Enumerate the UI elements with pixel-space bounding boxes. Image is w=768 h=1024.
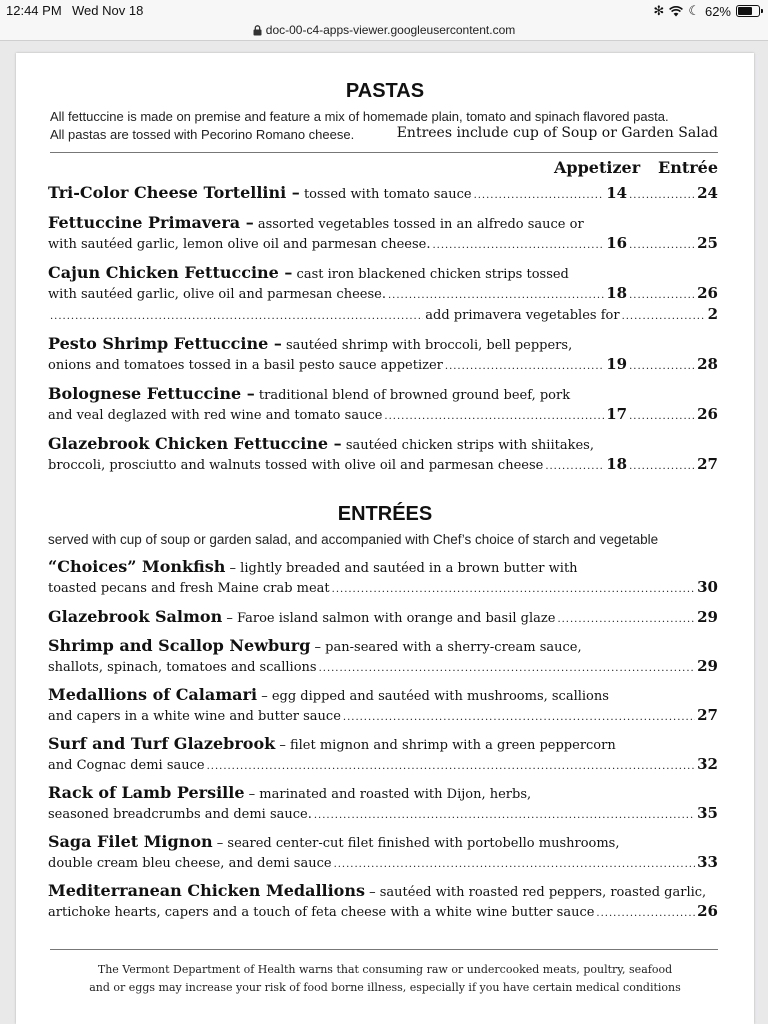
item-desc: cast iron blackened chicken strips tossed [296,267,569,282]
item-desc-2: double cream bleu cheese, and demi sauce [48,856,332,871]
pastas-intro-line1: All fettuccine is made on premise and feature a mix of homemade plain, tomato and spinach flavored pasta. [50,109,669,124]
addon-price: 2 [707,305,718,323]
entree-price: 27 [697,706,718,724]
item-desc-2: artichoke hearts, capers and a touch of feta cheese with a white wine butter sauce [48,905,595,920]
item-desc-2: and veal deglazed with red wine and tomato sauce [48,408,383,423]
pasta-item [48,384,718,426]
entree-item [48,881,718,923]
item-name: Medallions of Calamari [48,685,258,704]
item-desc-2: with sautéed garlic, olive oil and parmesan cheese. [48,287,386,302]
appetizer-price: 17 [606,405,628,423]
entree-price: 30 [697,578,718,596]
item-name: Glazebrook Chicken Fettuccine – [48,434,342,453]
item-desc: – pan-seared with a sherry-cream sauce, [314,640,582,655]
entree-price: 24 [697,184,718,202]
item-name: Fettuccine Primavera – [48,213,254,232]
col-entree: Entrée [658,158,719,177]
divider [50,949,718,950]
item-name: Shrimp and Scallop Newburg [48,636,311,655]
entree-price: 27 [697,455,718,473]
item-desc-2: seasoned breadcrumbs and demi sauce. [48,807,312,822]
item-desc: – filet mignon and shrimp with a green peppercorn [279,738,616,753]
wifi-icon [669,6,683,17]
entree-price: 35 [697,804,718,822]
menu-document [16,53,754,1024]
item-name: Surf and Turf Glazebrook [48,734,276,753]
divider [50,152,718,153]
item-desc-2: with sautéed garlic, lemon olive oil and parmesan cheese. [48,237,431,252]
entrees-intro: served with cup of soup or garden salad, and accompanied with Chef’s choice of starch and vegetable [48,532,659,547]
item-desc: – seared center-cut filet finished with portobello mushrooms, [216,836,620,851]
item-name: Rack of Lamb Persille [48,783,245,802]
item-desc: sautéed chicken strips with shiitakes, [345,438,594,453]
health-warning-line2: and or eggs may increase your risk of food borne illness, especially if you have certain medical conditions [89,981,681,994]
pastas-title: PASTAS [345,80,425,102]
item-desc-2: toasted pecans and fresh Maine crab meat [48,581,330,596]
battery-percent: 62% [704,3,731,19]
entree-price: 26 [697,284,718,302]
entree-item [48,607,718,628]
entree-item [48,783,718,825]
entrees-title: ENTRÉES [337,503,433,525]
entrees-include-note: Entrees include cup of Soup or Garden Salad [396,125,718,141]
entree-item [48,685,718,727]
status-date: Wed Nov 18 [72,3,144,18]
item-desc: – Faroe island salmon with orange and basil glaze [226,611,556,626]
item-desc: assorted vegetables tossed in an alfredo sauce or [257,217,584,232]
item-name: Mediterranean Chicken Medallions [48,881,365,900]
entree-price: 29 [697,608,718,626]
item-desc: – sautéed with roasted red peppers, roasted garlic, [369,885,707,900]
battery-icon [736,5,760,17]
entree-item [48,832,718,874]
item-desc-2: and capers in a white wine and butter sauce [48,709,341,724]
item-desc-2: and Cognac demi sauce [48,758,205,773]
pasta-item [48,434,718,476]
entree-price: 28 [697,355,718,373]
entree-item [48,734,718,776]
pasta-item [48,183,718,204]
activity-icon: ✻ [653,3,665,18]
appetizer-price: 18 [606,455,628,473]
status-time: 12:44 PM [6,3,62,18]
item-desc: – lightly breaded and sautéed in a brown butter with [229,561,578,576]
item-desc-2: onions and tomatoes tossed in a basil pesto sauce appetizer [48,358,443,373]
lock-icon [253,25,262,36]
entree-item [48,636,718,678]
entree-price: 29 [697,657,718,675]
item-desc: tossed with tomato sauce [303,187,472,202]
item-desc: – egg dipped and sautéed with mushrooms, scallions [261,689,609,704]
addon-label: add primavera vegetables for [425,308,620,323]
status-indicators [653,3,760,19]
entree-price: 26 [697,405,718,423]
pasta-item [48,213,718,255]
url-text[interactable]: doc-00-c4-apps-viewer.googleusercontent.com [265,23,516,37]
item-name: Saga Filet Mignon [48,832,213,851]
col-appetizer: Appetizer [554,158,641,177]
pastas-intro-line2: All pastas are tossed with Pecorino Romano cheese. [50,127,355,142]
health-warning-line1: The Vermont Department of Health warns that consuming raw or undercooked meats, poultry, seafood [97,963,673,976]
entree-price: 26 [697,902,718,920]
appetizer-price: 14 [606,184,628,202]
entree-item [48,557,718,599]
item-desc-2: broccoli, prosciutto and walnuts tossed with olive oil and parmesan cheese [48,458,544,473]
moon-icon: ☾ [688,3,700,18]
status-bar [0,0,768,22]
item-name: Glazebrook Salmon [48,607,223,626]
appetizer-price: 18 [606,284,628,302]
item-name: Cajun Chicken Fettuccine – [48,263,293,282]
appetizer-price: 19 [606,355,628,373]
item-desc: – marinated and roasted with Dijon, herbs, [248,787,532,802]
pasta-item [48,334,718,376]
address-bar[interactable] [0,22,768,41]
item-name: “Choices” Monkfish [48,557,226,576]
entree-price: 32 [697,755,718,773]
appetizer-price: 16 [606,234,628,252]
item-name: Tri-Color Cheese Tortellini – [48,183,300,202]
item-desc: sautéed shrimp with broccoli, bell peppers, [285,338,573,353]
item-name: Bolognese Fettuccine – [48,384,255,403]
item-name: Pesto Shrimp Fettuccine – [48,334,282,353]
entree-price: 33 [697,853,718,871]
item-desc-2: shallots, spinach, tomatoes and scallions [48,660,317,675]
entree-price: 25 [697,234,718,252]
pasta-item [48,263,718,326]
item-desc: traditional blend of browned ground beef, pork [258,388,571,403]
